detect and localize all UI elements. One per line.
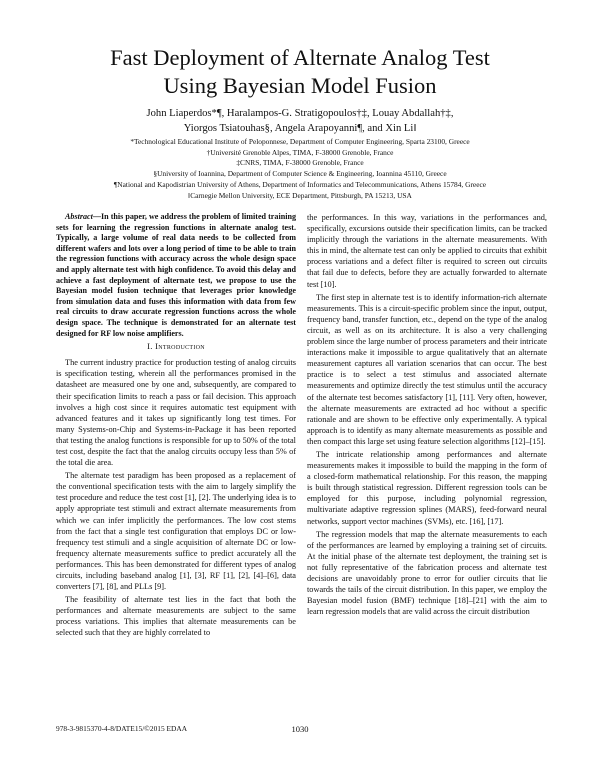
paragraph: The current industry practice for production testing of analog circuits is specification testing, wherein all the performances promised in the datasheet are measured one by one and, subsequently, are compared to their specification limits to reach a pass or fail decision. This approach involves a high cost since it requires automatic test equipment with advanced features and it takes up significantly long test times. For many Systems-on-Chip and Systems-in-Package it has been reported that testing the analog functions is responsible for up to 50% of the total test cost, despite the fact that the analog circuits occupy less than 5% of the total die area. xyxy=(56,358,296,468)
author-list xyxy=(0,107,600,136)
right-column xyxy=(307,212,547,619)
paper-title xyxy=(0,44,600,100)
page-number: 1030 xyxy=(291,724,309,734)
abstract-text: —In this paper, we address the problem of limited training sets for learning the regression functions in alternate analog test. Typically, a large volume of real data needs to be collected from different wafers and lots over a long period of time to be able to train the regression functions with accuracy across the whole design space and apply alternate test with high confidence. To avoid this delay and achieve a fast deployment of alternate test, we propose to use the Bayesian model fusion technique that leverages prior knowledge from simulation data and fuses this information with data from few real circuits to draw accurate regression functions across the whole design space. The technique is demonstrated for an alternate test designed for RF low noise amplifiers. xyxy=(56,212,296,338)
paragraph-continued: the performances. In this way, variations in the performances and, specifically, excursions outside their specification limits, can be tracked implicitly through the variations in the alternate measurements. With this in mind, the alternate test can only be applied to circuits that exhibit process variations and a defect filter is required to screen out circuits that fail due to defects, before they are actually forwarded to alternate test [10]. xyxy=(307,213,547,289)
abstract-label: Abstract xyxy=(65,212,93,221)
left-column xyxy=(56,212,296,641)
affiliation: *Technological Educational Institute of Peloponnese, Department of Computer Engineering, Sparta 23100, Greece xyxy=(130,137,470,146)
abstract xyxy=(56,212,296,339)
affiliation: ‡CNRS, TIMA, F-38000 Grenoble, France xyxy=(236,158,364,168)
affiliation: †Université Grenoble Alpes, TIMA, F-38000 Grenoble, France xyxy=(206,147,394,157)
affiliations xyxy=(0,137,600,201)
paragraph: The first step in alternate test is to identify information-rich alternate measurements. This is a circuit-specific problem since the input, output, frequency band, transfer function, etc., depend on the type of the analog circuit, as well as on its architecture. It is also a very challenging problem since the large number of process parameters and their intricate interactions make it impossible to argue qualitatively that an alternate measurement captures all variation scenarios that can occur. The best practice is to select a test stimulus and associated alternate measurements and optimize directly the test stimulus until the accuracy of the alternate test becomes satisfactory [1], [11]. Very often, however, the alternate measurements are extracted ad hoc without a specific rationale and are shown to be effective only experimentally. A typical approach is to identify as many alternate measurements as possible and then compact this large set using feature selection algorithms [12]–[15]. xyxy=(307,292,547,446)
section-heading: I. Introduction xyxy=(147,341,205,352)
affiliation: §University of Ioannina, Department of Computer Science & Engineering, Ioannina 45110, Greece xyxy=(153,169,447,179)
footer-isbn: 978-3-9815370-4-8/DATE15/©2015 EDAA xyxy=(56,724,188,733)
authors-line-2: Yiorgos Tsiatouhas§, Angela Arapoyanni¶, and Xin Li‖ xyxy=(183,122,417,134)
affiliation: ¶National and Kapodistrian University of Athens, Department of Informatics and Telecommunications, Athens 15784, Greece xyxy=(113,179,487,189)
authors-line-1: John Liaperdos*¶, Haralampos-G. Stratigopoulos†‡, Louay Abdallah†‡, xyxy=(146,108,454,119)
title-line-1: Fast Deployment of Alternate Analog Test xyxy=(110,45,490,70)
paragraph: The intricate relationship among performances and alternate measurements makes it impossible to build the mapping in the form of a closed-form mathematical relationship. For this reason, the mapping is built through statistical regression. Different regression tools can be employed for this purpose, including polynomial regression, multivariate adaptive regression splines (MARS), feed-forward neural networks, support vector machines (SVMs), etc. [16], [17]. xyxy=(307,449,547,526)
paragraph: The regression models that map the alternate measurements to each of the performances are learned by employing a training set of circuits. At the initial phase of the alternate test deployment, the training set is not fully representative of the fabrication process and alternate test decisions are unavoidably prone to error for outlier circuits that lie towards the tails of the circuit distribution. In this paper, we employ the Bayesian model fusion (BMF) technique [18]–[21] with the aim to learn regression models that are valid across the circuit distribution xyxy=(307,529,547,617)
paragraph: The alternate test paradigm has been proposed as a replacement of the conventional specification tests with the aim to largely simplify the test procedure and reduce the test cost [1], [2]. The underlying idea is to apply appropriate test stimuli and extract alternate measurements from which we can infer implicitly the performances. The low cost stems from the fact that a single test configuration that employs DC or low-frequency test stimuli and a single acquisition of alternate DC or low-frequency alternate measurements suffice to predict accurately all the performances. This has been demonstrated for different types of analog circuits, including baseband analog [1], [3], RF [1], [2], [4]–[6], data converters [7], [8], and PLLs [9]. xyxy=(56,471,296,592)
paragraph: The feasibility of alternate test lies in the fact that both the performances and alternate measurements are subject to the same process variations. This implies that alternate measurements can be selected such that they are highly correlated to xyxy=(56,595,296,638)
affiliation: ‖Carnegie Mellon University, ECE Department, Pittsburgh, PA 15213, USA xyxy=(188,190,412,200)
title-line-2: Using Bayesian Model Fusion xyxy=(163,73,437,98)
